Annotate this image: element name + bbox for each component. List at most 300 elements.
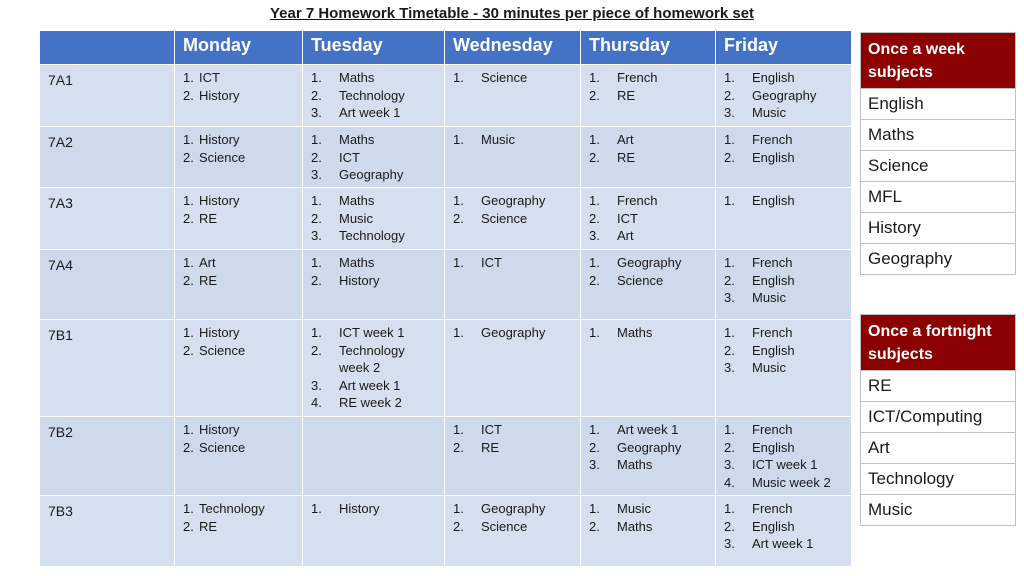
- homework-list: [581, 131, 715, 166]
- item-number: 1.: [183, 325, 194, 340]
- subject-label: English: [752, 272, 795, 288]
- homework-list: [445, 500, 580, 535]
- day-header-monday: Monday: [175, 31, 303, 65]
- item-number: 1.: [589, 255, 600, 270]
- homework-list: [175, 192, 302, 227]
- subject-label: ICT: [617, 210, 638, 226]
- homework-list: [445, 254, 580, 272]
- subject-label: English: [752, 193, 795, 208]
- subject-label: Geography: [752, 87, 817, 103]
- homework-item: [581, 227, 715, 245]
- subject-label: Maths: [339, 70, 375, 85]
- fortnightly-subjects-table: [860, 314, 1016, 526]
- item-number: 1.: [183, 70, 194, 85]
- homework-cell: [716, 417, 852, 496]
- subject-item: RE: [861, 371, 1016, 402]
- subject-label: RE: [199, 210, 218, 226]
- homework-cell: [303, 188, 445, 250]
- homework-item: [716, 149, 851, 167]
- homework-cell: [581, 320, 716, 417]
- homework-cell: [581, 250, 716, 320]
- subject-label: Technology week 2: [339, 342, 405, 375]
- table-row: [40, 320, 852, 417]
- subject-label: Geography: [339, 167, 404, 182]
- class-label: 7A3: [40, 188, 175, 250]
- item-number: 2.: [453, 210, 464, 226]
- homework-list: [303, 500, 444, 518]
- homework-item: [303, 272, 444, 290]
- homework-cell: [445, 250, 581, 320]
- subject-item: English: [861, 89, 1016, 120]
- subject-label: ICT: [481, 255, 502, 270]
- homework-cell: [445, 127, 581, 188]
- item-number: 1.: [724, 325, 735, 340]
- homework-cell: [716, 250, 852, 320]
- homework-item: [303, 87, 444, 105]
- homework-list: [716, 131, 851, 166]
- item-number: 2.: [724, 272, 735, 288]
- homework-list: [303, 192, 444, 245]
- item-number: 2.: [311, 210, 322, 226]
- day-header-thursday: Thursday: [581, 31, 716, 65]
- subject-label: Art week 1: [339, 377, 401, 393]
- homework-item: [175, 500, 302, 518]
- homework-item: [716, 500, 851, 518]
- table-row: [40, 188, 852, 250]
- homework-cell: [581, 496, 716, 567]
- homework-cell: [175, 320, 303, 417]
- homework-item: [445, 69, 580, 87]
- homework-item: [175, 149, 302, 167]
- homework-item: [445, 439, 580, 457]
- homework-item: [581, 131, 715, 149]
- subject-label: History: [199, 193, 240, 208]
- homework-item: [303, 324, 444, 342]
- item-number: 1.: [453, 193, 464, 208]
- subject-label: Geography: [481, 325, 546, 340]
- subject-label: English: [752, 149, 795, 165]
- homework-item: [303, 254, 444, 272]
- homework-item: [175, 324, 302, 342]
- homework-list: [445, 192, 580, 227]
- homework-item: [445, 131, 580, 149]
- item-number: 2.: [311, 342, 322, 358]
- homework-item: [445, 324, 580, 342]
- subject-label: Art: [199, 255, 216, 270]
- subject-label: Music: [752, 105, 786, 120]
- item-number: 3.: [311, 105, 322, 120]
- subject-label: Technology: [339, 87, 405, 103]
- homework-item: [303, 69, 444, 87]
- subject-label: Geography: [481, 193, 546, 208]
- homework-item: [716, 518, 851, 536]
- homework-cell: [303, 250, 445, 320]
- homework-item: [716, 421, 851, 439]
- day-header-friday: Friday: [716, 31, 852, 65]
- item-number: 2.: [724, 518, 735, 534]
- subject-label: Art: [617, 132, 634, 147]
- homework-item: [581, 192, 715, 210]
- subject-label: Science: [617, 272, 664, 288]
- day-header-tuesday: Tuesday: [303, 31, 445, 65]
- homework-item: [716, 272, 851, 290]
- item-number: 1.: [453, 70, 464, 85]
- homework-item: [445, 421, 580, 439]
- item-number: 2.: [311, 149, 322, 165]
- item-number: 2.: [589, 272, 600, 288]
- item-number: 3.: [724, 105, 735, 120]
- item-number: 1.: [453, 255, 464, 270]
- homework-cell: [445, 188, 581, 250]
- subject-label: Music week 2: [752, 474, 831, 490]
- homework-item: [716, 439, 851, 457]
- homework-item: [716, 87, 851, 105]
- subject-label: ICT week 1: [339, 325, 405, 340]
- homework-item: [716, 359, 851, 377]
- homework-item: [445, 500, 580, 518]
- item-number: 1.: [589, 70, 600, 85]
- item-number: 3.: [311, 377, 322, 393]
- subject-label: History: [339, 272, 380, 288]
- homework-list: [445, 324, 580, 342]
- item-number: 1.: [724, 422, 735, 437]
- page-title: Year 7 Homework Timetable - 30 minutes per piece of homework set: [269, 5, 755, 22]
- homework-item: [716, 456, 851, 474]
- homework-item: [716, 324, 851, 342]
- item-number: 4.: [311, 395, 322, 410]
- homework-item: [445, 192, 580, 210]
- homework-item: [581, 272, 715, 290]
- homework-list: [581, 192, 715, 245]
- homework-list: [581, 69, 715, 104]
- header-row: [40, 31, 852, 65]
- homework-cell: [175, 65, 303, 127]
- homework-list: [716, 500, 851, 553]
- subject-label: RE: [199, 518, 218, 534]
- homework-cell: [445, 65, 581, 127]
- subject-label: History: [199, 132, 240, 147]
- homework-list: [716, 192, 851, 210]
- subject-label: Music: [752, 360, 786, 375]
- homework-item: [303, 227, 444, 245]
- subject-label: French: [617, 193, 658, 208]
- homework-list: [716, 254, 851, 307]
- homework-cell: [445, 417, 581, 496]
- subject-label: Maths: [617, 518, 653, 534]
- subject-label: Art week 1: [752, 536, 814, 551]
- homework-list: [175, 500, 302, 535]
- class-label: 7A4: [40, 250, 175, 320]
- homework-item: [175, 421, 302, 439]
- homework-cell: [716, 127, 852, 188]
- homework-item: [581, 69, 715, 87]
- item-number: 1.: [183, 501, 194, 516]
- homework-item: [581, 518, 715, 536]
- subject-label: Art: [617, 228, 634, 243]
- table-row: [40, 417, 852, 496]
- homework-item: [175, 87, 302, 105]
- table-row: [40, 496, 852, 567]
- item-number: 1.: [589, 325, 600, 340]
- subject-label: English: [752, 439, 795, 455]
- homework-cell: [581, 188, 716, 250]
- item-number: 3.: [311, 228, 322, 243]
- subject-label: Science: [481, 518, 528, 534]
- homework-timetable: [39, 30, 852, 567]
- homework-cell: [303, 127, 445, 188]
- homework-cell: [303, 496, 445, 567]
- homework-list: [175, 131, 302, 166]
- table-row: [40, 127, 852, 188]
- homework-item: [303, 210, 444, 228]
- subject-label: Music: [617, 501, 651, 516]
- item-number: 3.: [724, 536, 735, 551]
- subject-label: Music: [339, 210, 373, 226]
- subject-item: ICT/Computing: [861, 402, 1016, 433]
- day-header-wednesday: Wednesday: [445, 31, 581, 65]
- subject-label: History: [199, 325, 240, 340]
- homework-item: [581, 439, 715, 457]
- item-number: 3.: [724, 457, 735, 472]
- item-number: 1.: [724, 132, 735, 147]
- subject-item: MFL: [861, 182, 1016, 213]
- item-number: 2.: [311, 272, 322, 288]
- subject-label: History: [199, 87, 240, 103]
- homework-list: [445, 131, 580, 149]
- item-number: 1.: [589, 193, 600, 208]
- homework-list: [581, 421, 715, 474]
- homework-item: [303, 192, 444, 210]
- homework-item: [175, 342, 302, 360]
- homework-cell: [716, 320, 852, 417]
- homework-item: [303, 394, 444, 412]
- homework-list: [581, 500, 715, 535]
- subject-item: Maths: [861, 120, 1016, 151]
- subject-label: Science: [481, 70, 528, 85]
- item-number: 2.: [183, 149, 194, 165]
- fortnightly-header: Once a fortnight subjects: [861, 315, 1016, 371]
- item-number: 1.: [724, 193, 735, 208]
- homework-item: [581, 254, 715, 272]
- homework-item: [445, 518, 580, 536]
- weekly-subjects-table: [860, 32, 1016, 275]
- homework-item: [175, 192, 302, 210]
- subject-label: French: [752, 422, 793, 437]
- subject-label: Geography: [617, 439, 682, 455]
- subject-label: RE week 2: [339, 395, 402, 410]
- item-number: 1.: [311, 70, 322, 85]
- subject-label: Geography: [617, 255, 682, 270]
- homework-item: [716, 289, 851, 307]
- item-number: 1.: [183, 132, 194, 147]
- subject-label: Science: [199, 149, 246, 165]
- homework-item: [716, 474, 851, 492]
- homework-list: [303, 254, 444, 289]
- homework-item: [581, 456, 715, 474]
- subject-label: Maths: [617, 457, 653, 472]
- homework-item: [303, 131, 444, 149]
- homework-item: [303, 104, 444, 122]
- subject-label: RE: [199, 272, 218, 288]
- homework-cell: [445, 496, 581, 567]
- homework-item: [716, 192, 851, 210]
- class-label: 7A1: [40, 65, 175, 127]
- homework-item: [581, 500, 715, 518]
- subject-label: French: [617, 70, 658, 85]
- subject-item: History: [861, 213, 1016, 244]
- subject-label: Maths: [617, 325, 653, 340]
- homework-item: [175, 254, 302, 272]
- subject-label: English: [752, 518, 795, 534]
- item-number: 2.: [724, 87, 735, 103]
- item-number: 3.: [589, 228, 600, 243]
- homework-item: [581, 87, 715, 105]
- homework-item: [303, 149, 444, 167]
- item-number: 1.: [183, 193, 194, 208]
- class-label: 7B3: [40, 496, 175, 567]
- item-number: 1.: [724, 501, 735, 516]
- homework-cell: [303, 320, 445, 417]
- subject-item: Science: [861, 151, 1016, 182]
- homework-item: [175, 439, 302, 457]
- subject-label: Maths: [339, 255, 375, 270]
- item-number: 2.: [724, 439, 735, 455]
- subject-label: French: [752, 255, 793, 270]
- item-number: 1.: [589, 501, 600, 516]
- class-label: 7A2: [40, 127, 175, 188]
- item-number: 1.: [183, 255, 194, 270]
- homework-cell: [303, 417, 445, 496]
- item-number: 4.: [724, 474, 735, 490]
- subject-label: Geography: [481, 501, 546, 516]
- homework-list: [175, 421, 302, 456]
- class-label: 7B2: [40, 417, 175, 496]
- homework-list: [716, 421, 851, 491]
- item-number: 1.: [183, 422, 194, 437]
- homework-cell: [716, 496, 852, 567]
- subject-label: Technology: [199, 501, 265, 516]
- subject-item: Technology: [861, 464, 1016, 495]
- homework-item: [716, 69, 851, 87]
- homework-cell: [175, 188, 303, 250]
- homework-list: [175, 69, 302, 104]
- homework-cell: [716, 65, 852, 127]
- homework-list: [445, 421, 580, 456]
- homework-cell: [581, 65, 716, 127]
- item-number: 2.: [724, 342, 735, 358]
- item-number: 1.: [724, 70, 735, 85]
- item-number: 2.: [183, 342, 194, 358]
- homework-cell: [581, 417, 716, 496]
- weekly-header: Once a week subjects: [861, 33, 1016, 89]
- homework-cell: [716, 188, 852, 250]
- item-number: 1.: [453, 132, 464, 147]
- subject-label: French: [752, 132, 793, 147]
- subject-label: History: [199, 422, 240, 437]
- item-number: 1.: [311, 193, 322, 208]
- item-number: 2.: [589, 518, 600, 534]
- item-number: 2.: [183, 272, 194, 288]
- homework-item: [303, 500, 444, 518]
- homework-cell: [581, 127, 716, 188]
- homework-list: [716, 324, 851, 377]
- subject-label: English: [752, 70, 795, 85]
- item-number: 2.: [589, 87, 600, 103]
- item-number: 2.: [589, 210, 600, 226]
- homework-item: [175, 69, 302, 87]
- subject-item: Music: [861, 495, 1016, 526]
- item-number: 1.: [453, 501, 464, 516]
- homework-list: [175, 324, 302, 359]
- homework-item: [303, 166, 444, 184]
- subject-label: ICT: [339, 149, 360, 165]
- subject-label: Maths: [339, 193, 375, 208]
- homework-item: [581, 421, 715, 439]
- subject-label: History: [339, 501, 380, 516]
- homework-cell: [445, 320, 581, 417]
- subject-label: Science: [199, 342, 246, 358]
- subject-label: English: [752, 342, 795, 358]
- subject-label: RE: [617, 87, 636, 103]
- subject-label: Science: [481, 210, 528, 226]
- corner-cell: [40, 31, 175, 65]
- item-number: 1.: [453, 422, 464, 437]
- item-number: 1.: [311, 255, 322, 270]
- homework-item: [175, 518, 302, 536]
- item-number: 2.: [724, 149, 735, 165]
- item-number: 3.: [589, 457, 600, 472]
- item-number: 2.: [589, 439, 600, 455]
- item-number: 2.: [311, 87, 322, 103]
- homework-list: [303, 69, 444, 122]
- homework-item: [581, 210, 715, 228]
- homework-item: [445, 254, 580, 272]
- homework-item: [303, 342, 444, 377]
- item-number: 1.: [724, 255, 735, 270]
- subject-label: Music: [752, 290, 786, 305]
- item-number: 2.: [453, 518, 464, 534]
- homework-cell: [175, 127, 303, 188]
- subject-label: French: [752, 501, 793, 516]
- homework-item: [716, 535, 851, 553]
- subject-label: Technology: [339, 228, 405, 243]
- homework-list: [445, 69, 580, 87]
- item-number: 1.: [311, 325, 322, 340]
- homework-item: [716, 254, 851, 272]
- table-row: [40, 250, 852, 320]
- subject-item: Geography: [861, 244, 1016, 275]
- class-label: 7B1: [40, 320, 175, 417]
- homework-list: [581, 254, 715, 289]
- homework-list: [303, 131, 444, 184]
- item-number: 2.: [589, 149, 600, 165]
- homework-list: [303, 324, 444, 412]
- subject-label: Science: [199, 439, 246, 455]
- item-number: 2.: [183, 518, 194, 534]
- item-number: 1.: [311, 501, 322, 516]
- homework-cell: [175, 417, 303, 496]
- item-number: 3.: [311, 167, 322, 182]
- item-number: 2.: [183, 87, 194, 103]
- homework-cell: [175, 496, 303, 567]
- homework-item: [716, 104, 851, 122]
- item-number: 2.: [183, 439, 194, 455]
- subject-label: ICT: [199, 70, 220, 85]
- item-number: 1.: [589, 422, 600, 437]
- homework-item: [303, 377, 444, 395]
- subject-label: RE: [481, 439, 500, 455]
- subject-label: ICT: [481, 422, 502, 437]
